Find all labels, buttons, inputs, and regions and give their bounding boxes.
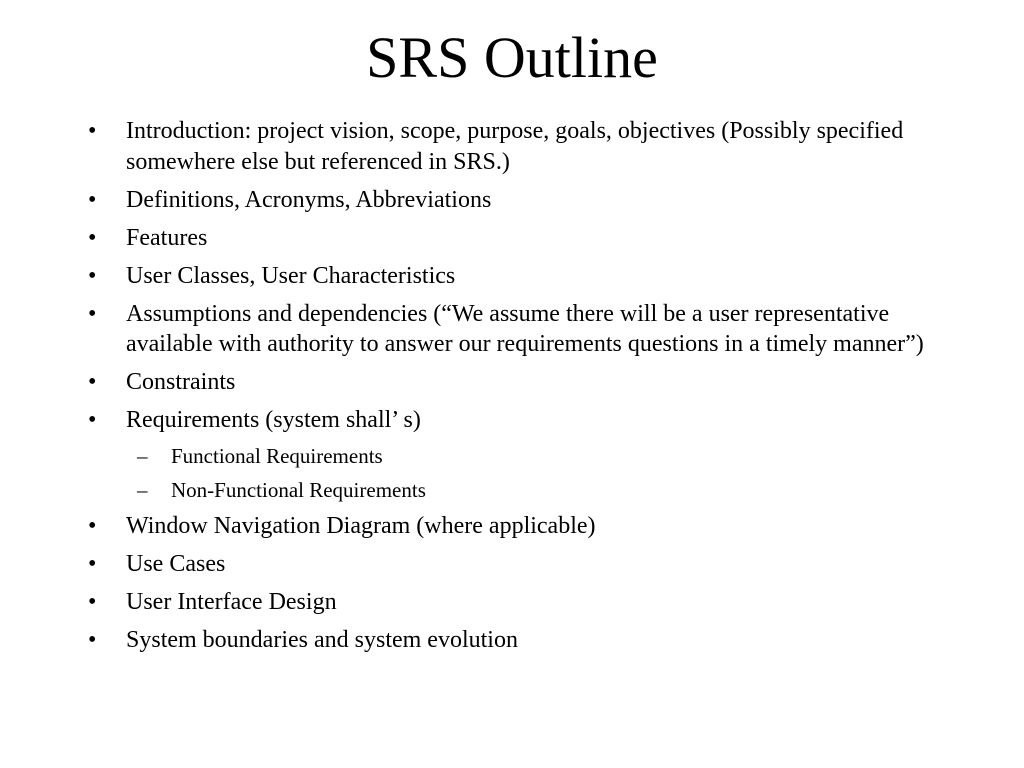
bullet-item <box>0 261 1024 292</box>
bullet-text: Introduction: project vision, scope, purpose, goals, objectives (Possibly specified somewhere else but referenced in SRS.) <box>126 118 904 175</box>
sub-bullet-item <box>0 443 1024 469</box>
bullet-icon: • <box>88 513 97 539</box>
bullet-icon: • <box>88 262 97 289</box>
bullet-text: Constraints <box>126 369 236 395</box>
bullet-icon: • <box>88 118 97 144</box>
bullet-icon: • <box>88 369 97 395</box>
bullet-text: User Interface Design <box>126 589 337 615</box>
sub-bullet-text: Non-Functional Requirements <box>171 478 426 502</box>
bullet-icon: • <box>88 186 97 213</box>
bullet-item <box>0 116 1024 177</box>
bullet-text: Window Navigation Diagram (where applicable) <box>126 513 596 539</box>
bullet-item <box>0 185 1024 216</box>
sub-bullet-text: Functional Requirements <box>171 444 383 468</box>
bullet-text: Requirements (system shall’ s) <box>126 407 421 433</box>
bullet-item <box>0 405 1024 436</box>
bullet-item <box>0 549 1024 580</box>
sub-bullet-item <box>0 477 1024 503</box>
bullet-text: Assumptions and dependencies (“We assume there will be a user representative available with authority to answer our requirements questions in a timely manner”) <box>126 300 924 357</box>
dash-icon: – <box>137 478 148 502</box>
bullet-icon: • <box>88 407 97 433</box>
dash-icon: – <box>137 444 148 468</box>
bullet-text: System boundaries and system evolution <box>126 627 518 653</box>
bullet-item <box>0 625 1024 656</box>
bullet-text: Use Cases <box>126 551 226 577</box>
bullet-item <box>0 511 1024 542</box>
bullet-icon: • <box>88 627 97 653</box>
bullet-icon: • <box>88 589 97 615</box>
bullet-text: User Classes, User Characteristics <box>126 262 456 289</box>
bullet-item <box>0 223 1024 254</box>
bullet-list <box>0 116 1024 663</box>
bullet-item <box>0 367 1024 398</box>
bullet-icon: • <box>88 224 97 251</box>
bullet-icon: • <box>88 551 97 577</box>
bullet-item <box>0 587 1024 618</box>
bullet-text: Features <box>126 224 208 251</box>
slide-title: SRS Outline <box>366 25 658 90</box>
bullet-icon: • <box>88 300 97 327</box>
bullet-item <box>0 299 1024 360</box>
bullet-text: Definitions, Acronyms, Abbreviations <box>126 186 492 213</box>
